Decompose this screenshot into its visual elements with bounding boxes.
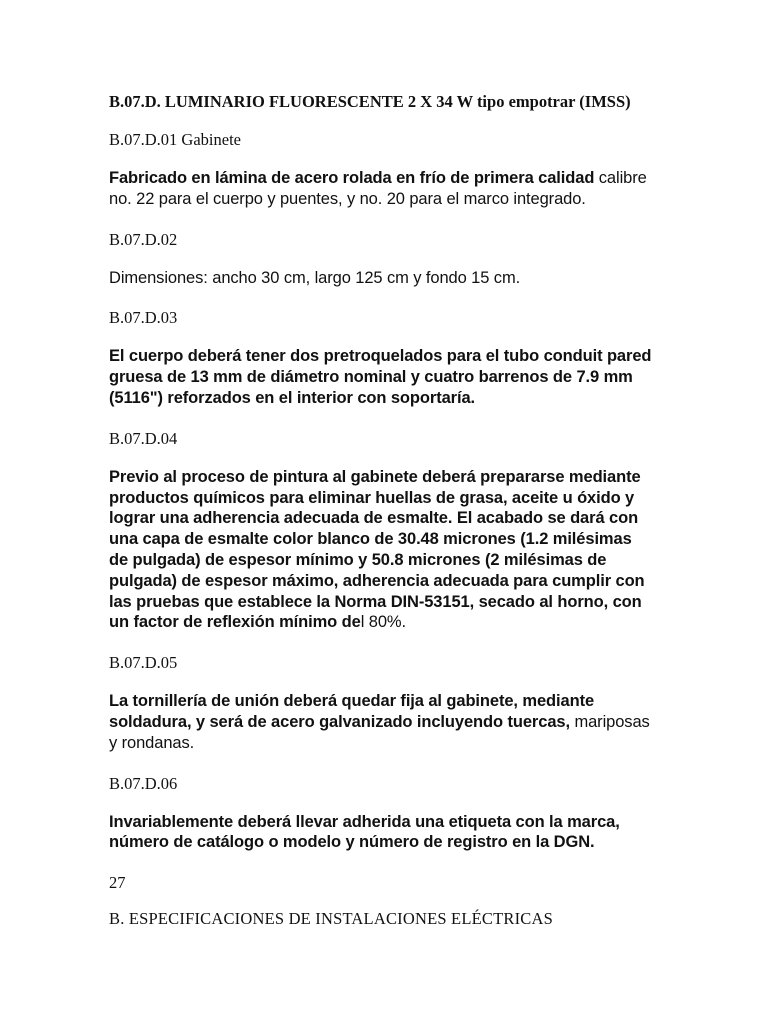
paragraph-bold-text: Invariablemente deberá llevar adherida una etiqueta con la marca, número de catálogo o modelo y número de registro en la DGN. xyxy=(109,812,620,852)
section-code-02: B.07.D.02 xyxy=(109,229,178,249)
paragraph-bold-text: El cuerpo deberá tener dos pretroquelados para el tubo conduit pared gruesa de 13 mm de diámetro nominal y cuatro barrenos de 7.9 mm (5116") reforzados en el interior con soportaría. xyxy=(109,347,652,407)
paragraph-bold-text: Previo al proceso de pintura al gabinete deberá prepararse mediante productos químicos para eliminar huellas de grasa, aceite u óxido y lograr una adherencia adecuada de esmalte. El acabado se dará con una capa de esmalte color blanco de 30.48 micrones (1.2 milésimas de pulgada) de espesor mínimo y 50.8 micrones (2 milésimas de pulgada) de espesor máximo, adherencia adecuada para cumplir con las pruebas que establece la Norma DIN-53151, secado al horno, con un factor de reflexión mínimo de xyxy=(109,467,645,632)
section-paragraph-03 xyxy=(109,346,654,408)
section-code-01: B.07.D.01 Gabinete xyxy=(109,130,241,149)
section-paragraph-01 xyxy=(109,168,654,210)
section-paragraph-06 xyxy=(109,812,654,854)
document-page xyxy=(109,92,654,929)
section-paragraph-05 xyxy=(109,691,654,753)
document-title: B.07.D. LUMINARIO FLUORESCENTE 2 X 34 W tipo empotrar (IMSS) xyxy=(109,92,631,111)
paragraph-bold-text: La tornillería de unión deberá quedar fija al gabinete, mediante soldadura, y será de acero galvanizado incluyendo tuercas, xyxy=(109,692,595,731)
page-number: 27 xyxy=(109,873,126,893)
paragraph-text: Dimensiones: ancho 30 cm, largo 125 cm y fondo 15 cm. xyxy=(109,268,521,287)
section-code-03: B.07.D.03 xyxy=(109,308,178,328)
section-paragraph-02 xyxy=(109,268,654,289)
section-code-05: B.07.D.05 xyxy=(109,653,178,673)
section-code-06: B.07.D.06 xyxy=(109,773,178,793)
section-footer-heading: B. ESPECIFICACIONES DE INSTALACIONES ELÉCTRICAS xyxy=(109,909,553,929)
section-code-04: B.07.D.04 xyxy=(109,428,178,448)
paragraph-text: calibre no. 22 para el cuerpo y puentes, y no. 20 para el marco integrado. xyxy=(109,169,647,208)
paragraph-text: mariposas y rondanas. xyxy=(109,712,650,752)
paragraph-bold-text: Fabricado en lámina de acero rolada en frío de primera calidad xyxy=(109,169,595,187)
section-paragraph-04 xyxy=(109,467,654,633)
paragraph-text: l 80%. xyxy=(360,613,406,632)
